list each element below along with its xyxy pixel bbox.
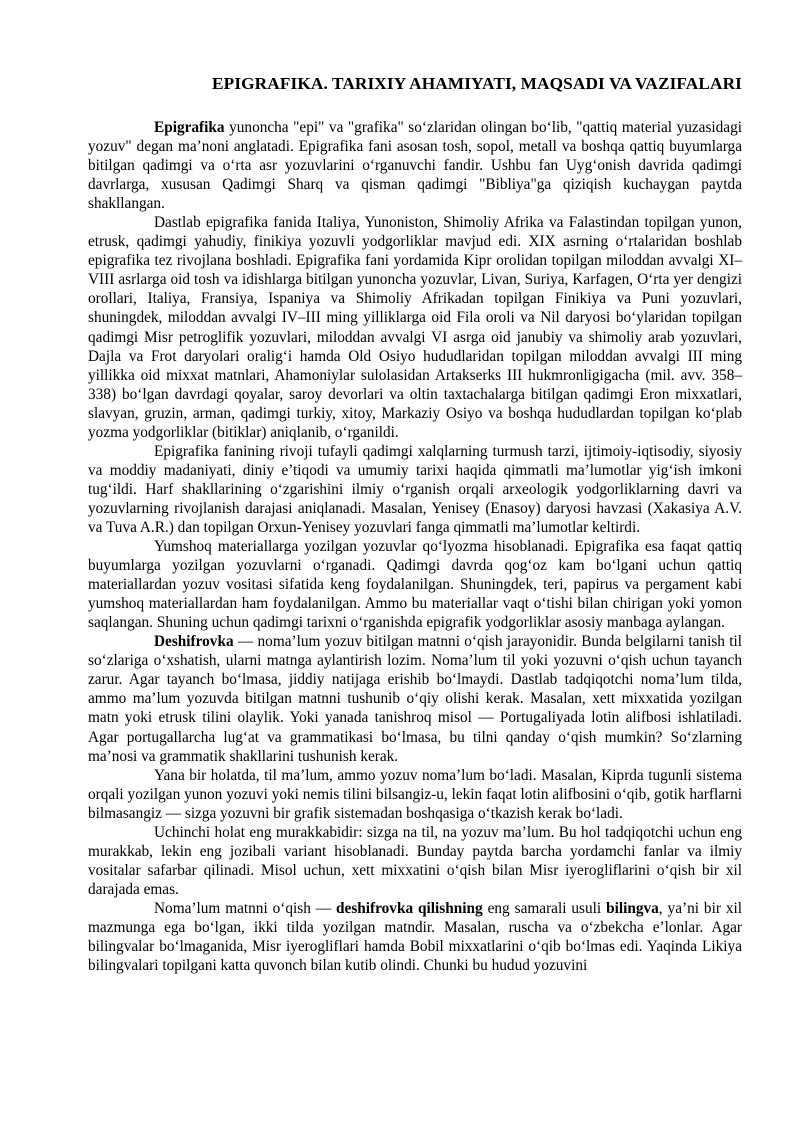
paragraph-text: — noma’lum yozuv bitilgan matnni o‘qish jarayonidir. Bunda belgilarni tanish til so‘zlariga o‘xshatish, ularni matnga aylantirish lozim. Noma’lum til yoki yozuvni o‘qish uchun tayanch zarur. Agar tayanch bo‘lmasa, jiddiy natijaga erishib bo‘lmaydi. Dastlab tadqiqotchi noma’lum tilda, ammo ma’lum yozuvda bitilgan matnni tushunib o‘qiy olishi kerak. Masalan, xett mixxatida yozilgan matn yoki etrusk tilini olaylik. Yoki yanada tanishroq misol — Portugaliyada lotin alifbosi ishlatiladi. Agar portugallarcha lug‘at va grammatikasi bo‘lmasa, bu tilni qanday o‘qish mumkin? So‘zlarning ma’nosi va grammatik shakllarini tushunish kerak. (88, 633, 742, 765)
term-bilingva: bilingva (606, 899, 659, 917)
paragraph-text: Dastlab epigrafika fanida Italiya, Yunoniston, Shimoliy Afrika va Falastindan topilgan yunon, etrusk, qadimgi yahudiy, finikiya yozuvli yodgorliklar mavjud edi. XIX asrning o‘rtalaridan boshlab epigrafika tez rivojlana boshladi. Epigrafika fani yordamida Kipr orolidan topilgan miloddan avvalgi XI–VIII asrlarga oid tosh va idishlarga bitilgan yunoncha yozuvlar, Livan, Suriya, Karfagen, O‘rta yer dengizi orollari, Italiya, Fransiya, Ispaniya va Shimoliy Afrikadan topilgan Finikiya va Puni yozuvlari, shuningdek, miloddan avvalgi IV–III ming yilliklarga oid Fila oroli va Nil daryosi bo‘ylaridan topilgan qadimgi Misr petroglifik yozuvlari, miloddan avvalgi VI asrga oid janubiy va shimoliy arab yozuvlari, Dajla va Frot daryolari oralig‘i hamda Old Osiyo hududlaridan topilgan miloddan avvalgi III ming yillikka oid mixxat matnlari, Ahamoniylar sulolasidan Artakserks III hukmronligigacha (mil. avv. 358–338) bo‘lgan davrdagi qoyalar, saroy devorlari va oltin taxtachalarga bitilgan qadimgi Eron mixxatlari, slavyan, gruzin, arman, qadimgi turkiy, xitoy, Markaziy Osiyo va boshqa hududlardan topilgan ko‘plab yozma yodgorliklar (bitiklar) aniqlanib, o‘rganildi. (88, 214, 742, 441)
paragraph-epigrafika-definition (88, 118, 742, 213)
paragraph-text: Uchinchi holat eng murakkabidir: sizga na til, na yozuv ma’lum. Bu hol tadqiqotchi uchun eng murakkab, lekin eng jozibali variant hisoblanadi. Bunday paytda barcha yordamchi fanlar va ilmiy vositalar safarbar qilinadi. Misol uchun, xett mixxatini o‘qish bilan Misr iyerogliflarini o‘qish bir xil darajada emas. (88, 823, 742, 898)
paragraph-bilingva (88, 899, 742, 975)
paragraph-text: Yana bir holatda, til ma’lum, ammo yozuv noma’lum bo‘ladi. Masalan, Kiprda tugunli sistema orqali yozilgan yunon yozuvi yoki nemis tilini bilsangiz-u, lekin faqat lotin alifbosini o‘qib, gotik harflarni bilmasangiz — sizga yozuvni bir grafik sistemadan boshqasiga o‘tkazish kerak bo‘ladi. (88, 766, 742, 822)
paragraph-deshifrovka (88, 632, 742, 765)
paragraph-second-case (88, 766, 742, 823)
document-page (88, 72, 742, 975)
paragraph-text: , ya’ni bir xil mazmunga ega bo‘lgan, ikki tilda yozilgan matndir. Masalan, ruscha va o‘zbekcha e’lonlar. Agar bilingvalar bo‘lmaganida, Misr iyerogliflari hamda Bobil mixxatlarini o‘qib bo‘lmas edi. Yaqinda Likiya bilingvalari topilgani katta quvonch bilan kutib olindi. Chunki bu hudud yozuvini (88, 899, 742, 975)
paragraph-history (88, 213, 742, 442)
term-deshifrovka-qilishning: deshifrovka qilishning (336, 899, 483, 917)
paragraph-text: yunoncha "epi" va "grafika" so‘zlaridan olingan bo‘lib, "qattiq material yuzasidagi yozuv" degan ma’noni anglatadi. Epigrafika fani asosan tosh, sopol, metall va boshqa qattiq buyumlarga bitilgan qadimgi va o‘rta asr yozuvlarini o‘rganuvchi fandir. Ushbu fan Uyg‘onish davrida qadimgi davrlarga, xususan Qadimgi Sharq va qisman qadimgi "Bibliya"ga qiziqish kuchaygan paytda shakllangan. (88, 119, 742, 213)
term-epigrafika: Epigrafika (154, 119, 225, 136)
term-deshifrovka: Deshifrovka (154, 633, 234, 651)
paragraph-text: eng samarali usuli (482, 899, 607, 917)
paragraph-third-case (88, 823, 742, 899)
paragraph-materials (88, 537, 742, 632)
paragraph-significance (88, 442, 742, 537)
document-title: EPIGRAFIKA. TARIXIY AHAMIYATI, MAQSADI VA VAZIFALARI (212, 74, 742, 93)
paragraph-text: Noma’lum matnni o‘qish — (154, 899, 337, 917)
paragraph-text: Epigrafika fanining rivoji tufayli qadimgi xalqlarning turmush tarzi, ijtimoiy-iqtisodiy, siyosiy va moddiy madaniyati, diniy e’tiqodi va umumiy tarixi haqida qimmatli ma’lumotlar yig‘ish imkoni tug‘ildi. Harf shakllarining o‘zgarishini ilmiy o‘rganish orqali arxeologik yodgorliklarning davri va yozuvlarning rivojlanish darajasi aniqlanadi. Masalan, Yenisey (Enasoy) daryosi havzasi (Xakasiya A.V. va Tuva A.R.) dan topilgan Orxun-Yenisey yozuvlari fanga qimmatli ma’lumotlar keltirdi. (88, 442, 742, 536)
paragraph-text: Yumshoq materiallarga yozilgan yozuvlar qo‘lyozma hisoblanadi. Epigrafika esa faqat qattiq buyumlarga yozilgan yozuvlarni o‘rganadi. Qadimgi davrda qog‘oz kam bo‘lgani uchun qattiq materiallardan yozuv vositasi sifatida keng foydalanilgan. Shuningdek, teri, papirus va pergament kabi yumshoq materiallardan ham foydalanilgan. Ammo bu materiallar vaqt o‘tishi bilan chirigan yoki yomon saqlangan. Shuning uchun qadimgi tarixni o‘rganishda epigrafik yodgorliklar asosiy manbaga aylangan. (88, 538, 742, 632)
